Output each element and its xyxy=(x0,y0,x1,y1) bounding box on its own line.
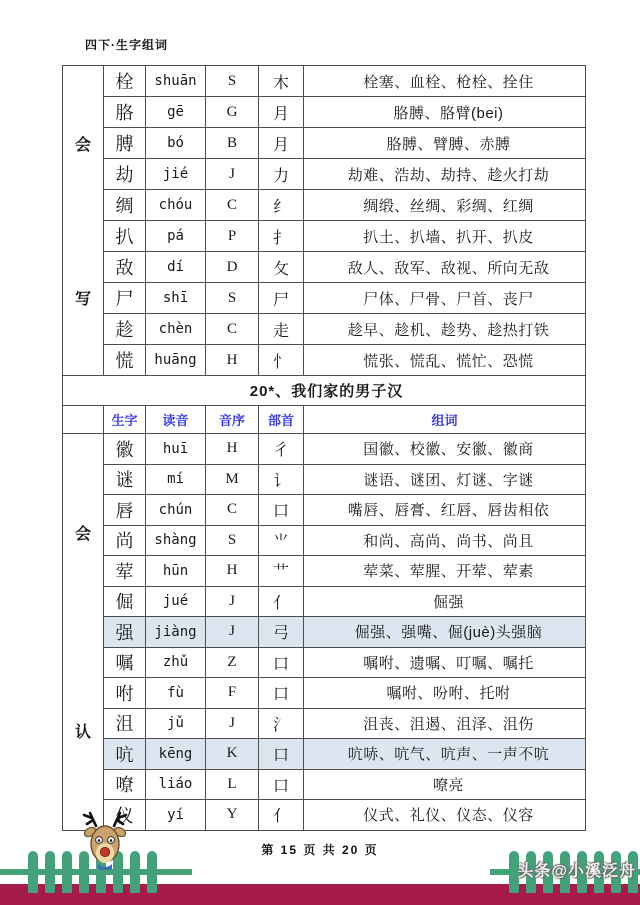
table-row xyxy=(63,221,586,252)
radical-cell: 月 xyxy=(259,97,304,128)
radical-cell: 走 xyxy=(259,314,304,345)
initial-letter-cell: C xyxy=(206,190,259,221)
character-cell: 强 xyxy=(104,617,146,648)
radical-cell: 力 xyxy=(259,159,304,190)
column-header-2: 音序 xyxy=(206,406,259,434)
table-row xyxy=(63,97,586,128)
words-cell: 嘹亮 xyxy=(304,769,586,800)
character-cell: 嘹 xyxy=(104,769,146,800)
radical-cell: 扌 xyxy=(259,221,304,252)
radical-cell: 彳 xyxy=(259,434,304,465)
table-row xyxy=(63,800,586,831)
words-cell: 趁早、趁机、趁势、趁热打铁 xyxy=(304,314,586,345)
words-cell: 谜语、谜团、灯谜、字谜 xyxy=(304,464,586,495)
antlers xyxy=(84,813,126,826)
words-cell: 荤菜、荤腥、开荤、荤素 xyxy=(304,556,586,587)
radical-cell: 讠 xyxy=(259,464,304,495)
table-row xyxy=(63,708,586,739)
radical-cell: 木 xyxy=(259,66,304,97)
radical-cell: 氵 xyxy=(259,708,304,739)
pinyin-cell: yí xyxy=(146,800,206,831)
radical-cell: 口 xyxy=(259,647,304,678)
section-label-char: 写 xyxy=(74,291,91,309)
pinyin-cell: shàng xyxy=(146,525,206,556)
section-label-char: 认 xyxy=(74,724,91,742)
radical-cell: 口 xyxy=(259,495,304,526)
pinyin-cell: pá xyxy=(146,221,206,252)
column-header-3: 部首 xyxy=(259,406,304,434)
table-row xyxy=(63,252,586,283)
character-cell: 扒 xyxy=(104,221,146,252)
character-cell: 谜 xyxy=(104,464,146,495)
initial-letter-cell: D xyxy=(206,252,259,283)
radical-cell: 尸 xyxy=(259,283,304,314)
table-row xyxy=(63,556,586,587)
words-cell: 栓塞、血栓、枪栓、拴住 xyxy=(304,66,586,97)
words-cell: 嘴唇、唇膏、红唇、唇齿相依 xyxy=(304,495,586,526)
watermark: 头条@小溪泛舟 xyxy=(517,863,636,880)
table-row xyxy=(63,647,586,678)
initial-letter-cell: G xyxy=(206,97,259,128)
words-cell: 嘱咐、遗嘱、叮嘱、嘱托 xyxy=(304,647,586,678)
initial-letter-cell: C xyxy=(206,314,259,345)
radical-cell: 口 xyxy=(259,769,304,800)
column-header-4: 组词 xyxy=(304,406,586,434)
radical-cell: 亻 xyxy=(259,586,304,617)
section-label xyxy=(63,434,104,831)
initial-letter-cell: S xyxy=(206,283,259,314)
character-cell: 敌 xyxy=(104,252,146,283)
radical-cell: 艹 xyxy=(259,556,304,587)
pinyin-cell: chèn xyxy=(146,314,206,345)
initial-letter-cell: C xyxy=(206,495,259,526)
initial-letter-cell: J xyxy=(206,586,259,617)
character-cell: 慌 xyxy=(104,345,146,376)
pinyin-cell: bó xyxy=(146,128,206,159)
table-row xyxy=(63,617,586,648)
words-cell: 尸体、尸骨、尸首、丧尸 xyxy=(304,283,586,314)
words-cell: 胳膊、臂膊、赤膊 xyxy=(304,128,586,159)
table-row xyxy=(63,345,586,376)
pinyin-cell: jiàng xyxy=(146,617,206,648)
table-row xyxy=(63,739,586,770)
character-cell: 倔 xyxy=(104,586,146,617)
character-cell: 绸 xyxy=(104,190,146,221)
table-row xyxy=(63,190,586,221)
words-cell: 和尚、高尚、尚书、尚且 xyxy=(304,525,586,556)
radical-cell: ⺌ xyxy=(259,525,304,556)
pinyin-cell: huāng xyxy=(146,345,206,376)
initial-letter-cell: S xyxy=(206,66,259,97)
section-title: 20*、我们家的男子汉 xyxy=(63,376,586,406)
radical-cell: 月 xyxy=(259,128,304,159)
pinyin-cell: chóu xyxy=(146,190,206,221)
pinyin-cell: kēng xyxy=(146,739,206,770)
table-row xyxy=(63,495,586,526)
radical-cell: 口 xyxy=(259,739,304,770)
character-cell: 趁 xyxy=(104,314,146,345)
page-title: 四下·生字组词 xyxy=(85,38,168,52)
table-row xyxy=(63,464,586,495)
initial-letter-cell: F xyxy=(206,678,259,709)
character-cell: 尸 xyxy=(104,283,146,314)
character-cell: 劫 xyxy=(104,159,146,190)
words-cell: 嘱咐、吩咐、托咐 xyxy=(304,678,586,709)
table-row xyxy=(63,314,586,345)
pinyin-cell: mí xyxy=(146,464,206,495)
vocab-table xyxy=(62,65,586,831)
words-cell: 国徽、校徽、安徽、徽商 xyxy=(304,434,586,465)
table-row xyxy=(63,769,586,800)
initial-letter-cell: H xyxy=(206,345,259,376)
words-cell: 沮丧、沮遏、沮泽、沮伤 xyxy=(304,708,586,739)
column-header-0: 生字 xyxy=(104,406,146,434)
character-cell: 胳 xyxy=(104,97,146,128)
words-cell: 劫难、浩劫、劫持、趁火打劫 xyxy=(304,159,586,190)
section-title-row xyxy=(63,376,586,406)
pinyin-cell: jué xyxy=(146,586,206,617)
character-cell: 膊 xyxy=(104,128,146,159)
table-row xyxy=(63,159,586,190)
initial-letter-cell: M xyxy=(206,464,259,495)
pinyin-cell: hūn xyxy=(146,556,206,587)
table-row xyxy=(63,678,586,709)
column-header-empty xyxy=(63,406,104,434)
initial-letter-cell: Y xyxy=(206,800,259,831)
table-row xyxy=(63,434,586,465)
words-cell: 慌张、慌乱、慌忙、恐慌 xyxy=(304,345,586,376)
character-cell: 栓 xyxy=(104,66,146,97)
character-cell: 荤 xyxy=(104,556,146,587)
section-label-stack xyxy=(63,434,103,830)
pinyin-cell: huī xyxy=(146,434,206,465)
words-cell: 倔强、强嘴、倔(juè)头强脑 xyxy=(304,617,586,648)
radical-cell: 忄 xyxy=(259,345,304,376)
initial-letter-cell: L xyxy=(206,769,259,800)
initial-letter-cell: K xyxy=(206,739,259,770)
character-cell: 吭 xyxy=(104,739,146,770)
initial-letter-cell: H xyxy=(206,556,259,587)
initial-letter-cell: J xyxy=(206,708,259,739)
section-label-char: 会 xyxy=(74,136,91,154)
radical-cell: 口 xyxy=(259,678,304,709)
pinyin-cell: liáo xyxy=(146,769,206,800)
table-row xyxy=(63,128,586,159)
words-cell: 吭哧、吭气、吭声、一声不吭 xyxy=(304,739,586,770)
column-header-row xyxy=(63,406,586,434)
character-cell: 咐 xyxy=(104,678,146,709)
radical-cell: 纟 xyxy=(259,190,304,221)
character-cell: 嘱 xyxy=(104,647,146,678)
pinyin-cell: shī xyxy=(146,283,206,314)
initial-letter-cell: J xyxy=(206,617,259,648)
pinyin-cell: jǔ xyxy=(146,708,206,739)
character-cell: 徽 xyxy=(104,434,146,465)
column-header-1: 读音 xyxy=(146,406,206,434)
section-label-stack xyxy=(63,66,103,375)
initial-letter-cell: S xyxy=(206,525,259,556)
section-label-char: 会 xyxy=(74,526,91,544)
radical-cell: 亻 xyxy=(259,800,304,831)
pinyin-cell: dí xyxy=(146,252,206,283)
character-cell: 沮 xyxy=(104,708,146,739)
character-cell: 仪 xyxy=(104,800,146,831)
page-number: 第 15 页 共 20 页 xyxy=(261,843,379,857)
words-cell: 仪式、礼仪、仪态、仪容 xyxy=(304,800,586,831)
pinyin-cell: jié xyxy=(146,159,206,190)
table-row xyxy=(63,525,586,556)
character-cell: 唇 xyxy=(104,495,146,526)
words-cell: 倔强 xyxy=(304,586,586,617)
radical-cell: 攵 xyxy=(259,252,304,283)
table-row xyxy=(63,66,586,97)
table-row xyxy=(63,283,586,314)
words-cell: 扒土、扒墙、扒开、扒皮 xyxy=(304,221,586,252)
section-label xyxy=(63,66,104,376)
pinyin-cell: shuān xyxy=(146,66,206,97)
pinyin-cell: fù xyxy=(146,678,206,709)
character-cell: 尚 xyxy=(104,525,146,556)
words-cell: 敌人、敌军、敌视、所向无敌 xyxy=(304,252,586,283)
initial-letter-cell: Z xyxy=(206,647,259,678)
initial-letter-cell: H xyxy=(206,434,259,465)
words-cell: 胳膊、胳臂(bei) xyxy=(304,97,586,128)
initial-letter-cell: P xyxy=(206,221,259,252)
table-row xyxy=(63,586,586,617)
pinyin-cell: chún xyxy=(146,495,206,526)
initial-letter-cell: J xyxy=(206,159,259,190)
pinyin-cell: zhǔ xyxy=(146,647,206,678)
words-cell: 绸缎、丝绸、彩绸、红绸 xyxy=(304,190,586,221)
radical-cell: 弓 xyxy=(259,617,304,648)
initial-letter-cell: B xyxy=(206,128,259,159)
pinyin-cell: gē xyxy=(146,97,206,128)
